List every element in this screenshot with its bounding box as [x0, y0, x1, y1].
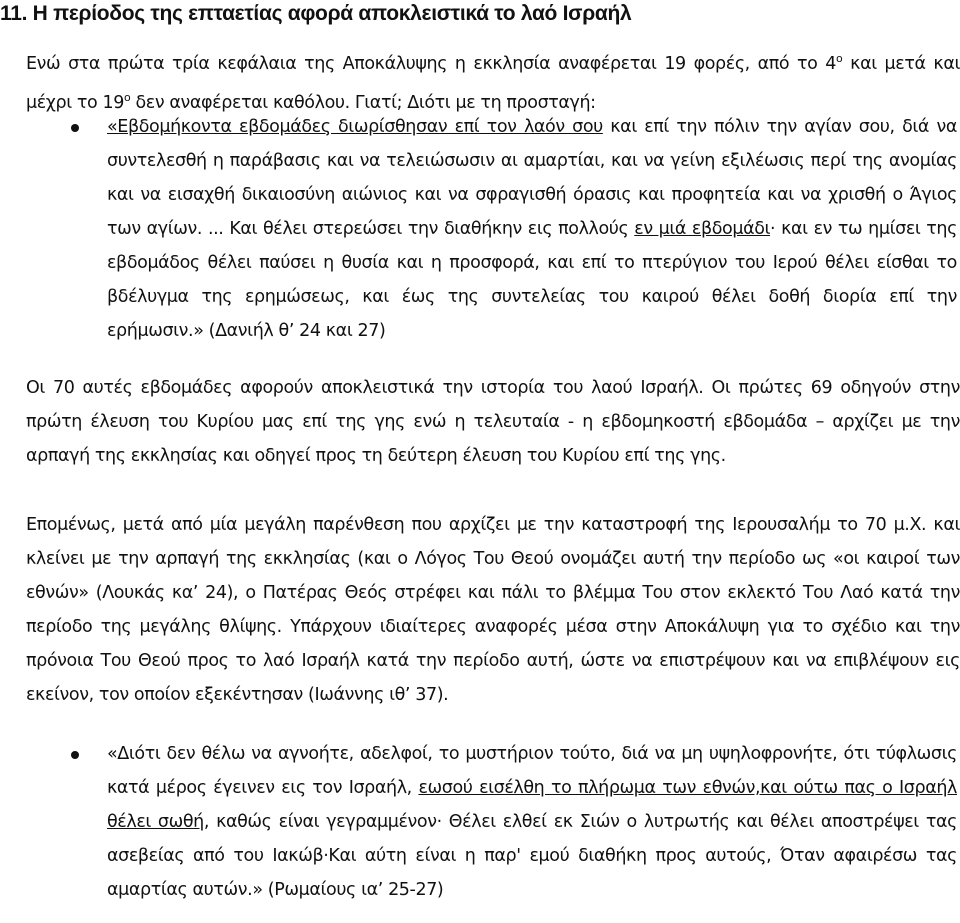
paragraph-intro: [26, 42, 960, 120]
quote-romans-text-1: «Διότι δεν θέλω να αγνοήτε, αδελφοί, το μυστήριον τούτο, διά να μη υψηλοφρονήτε, ότι τύφλωσις κατά μέρος έγεινεν εις τον Ισραήλ,: [107, 744, 957, 798]
superscript-ordinal-1: ο: [836, 52, 843, 65]
bullet-dot-icon: [71, 751, 79, 759]
quote-daniel-text-2: · και εν τω ημίσει της εβδομάδος θέλει παύσει η θυσία και η προσφορά, και επί το πτερύγιον του Ιερού θέλει είσθαι το βδέλυγμα της ερημώσεως, και έως της συντελείας του καιρού θέλει δοθή διορία επί την ερήμωσιν.» (Δανιήλ θ’ 24 και 27): [107, 219, 957, 341]
quote-romans-text-2: , καθώς είναι γεγραμμένον· Θέλει ελθεί εκ Σιών ο λυτρωτής και θέλει αποστρέψει τας ασεβείας από του Ιακώβ·Και αύτη είναι η παρ' εμού διαθήκη προς αυτούς, Όταν αφαιρέσω τας αμαρτίας αυτών.» (Ρωμαίους ια’ 25-27): [107, 812, 957, 900]
paragraph-parenthesis: Επομένως, μετά από μία μεγάλη παρένθεση που αρχίζει με την καταστροφή της Ιερουσαλήμ το 70 μ.Χ. και κλείνει με την αρπαγή της εκκλησίας (και ο Λόγος Του Θεού ονομάζει αυτή την περίοδο ως «οι καιροί των εθνών» (Λουκάς κα’ 24), ο Πατέρας Θεός στρέφει και πάλι το βλέμμα Του στον εκλεκτό Του Λαό κατά την περίοδο της μεγάλης θλίψης. Υπάρχουν ιδιαίτερες αναφορές μέσα στην Αποκάλυψη για το σχέδιο και την πρόνοια Του Θεού προς το λαό Ισραήλ κατά την περίοδο αυτή, ώστε να επιστρέψουν και να επιβλέψουν εις εκείνον, τον οποίον εξεκέντησαν (Ιωάννης ιθ’ 37).: [26, 515, 960, 705]
quote-daniel-text: [107, 110, 957, 348]
intro-text-1: Ενώ στα πρώτα τρία κεφάλαια της Αποκάλυψης η εκκλησία αναφέρεται 19 φορές, από το 4: [26, 53, 837, 74]
quote-daniel-underlined-1: «Εβδομήκοντα εβδομάδες διωρίσθησαν επί τον λαόν σου: [107, 117, 603, 137]
section-heading: 11. Η περίοδος της επταετίας αφορά αποκλειστικά το λαό Ισραήλ: [0, 2, 632, 25]
bullet-dot-icon: [71, 124, 79, 132]
quote-daniel-underlined-2: εν μιά εβδομάδι: [634, 219, 771, 239]
superscript-ordinal-2: ο: [123, 90, 131, 104]
quote-daniel-text-1: και επί την πόλιν την αγίαν σου, διά να συντελεσθή η παράβασις και να τελειώσωσιν αι αμαρτίαι, και να γείνη εξιλέωσις περί της ανομίας και να εισαχθή δικαιοσύνη αιώνιος και να σφραγισθή όρασις και προφητεία και να χρισθή ο Άγιος των αγίων. ... Και θέλει στερεώσει την διαθήκην εις πολλούς: [107, 117, 957, 239]
quote-romans-underlined: εωσού εισέλθη το πλήρωμα των εθνών,και ούτω πας ο Ισραήλ θέλει σωθή: [107, 778, 957, 832]
paragraph-seventy-weeks: Οι 70 αυτές εβδομάδες αφορούν αποκλειστικά την ιστορία του λαού Ισραήλ. Οι πρώτες 69 οδηγούν στην πρώτη έλευση του Κυρίου μας επί της γης ενώ η τελευταία - η εβδομηκοστή εβδομάδα – αρχίζει με την αρπαγή της εκκλησίας και οδηγεί προς τη δεύτερη έλευση του Κυρίου επί της γης.: [26, 378, 960, 466]
quote-romans-text: [107, 737, 957, 907]
intro-text-3: δεν αναφέρεται καθόλου. Γιατί; Διότι με τη προσταγή:: [130, 92, 596, 113]
intro-text-2: και μετά και μέχρι το 19: [26, 53, 960, 113]
